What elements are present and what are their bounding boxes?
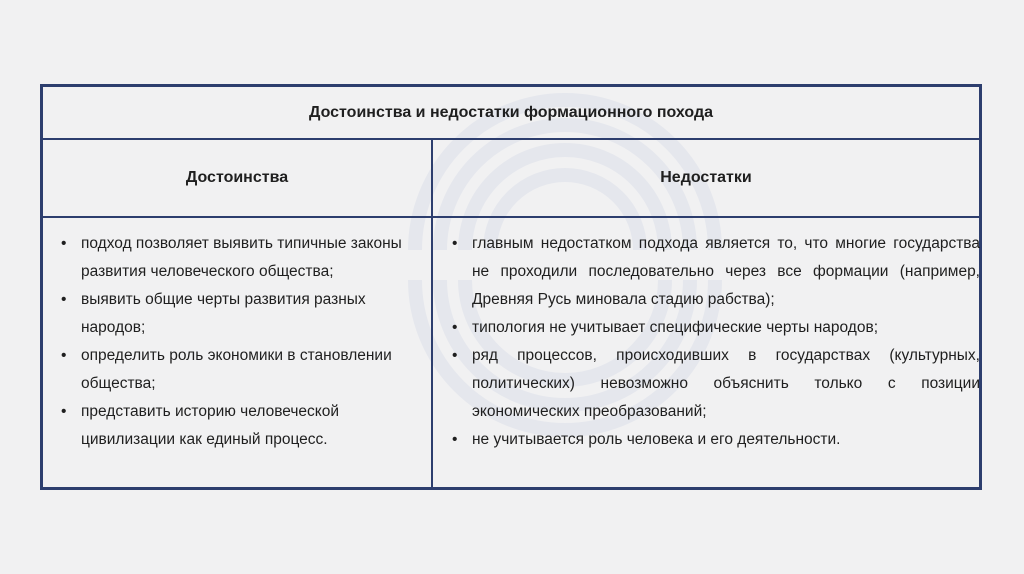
table-header-row <box>43 140 979 218</box>
advantage-item: • определить роль экономики в становлении общества; <box>57 342 419 398</box>
advantage-item: • выявить общие черты развития разных народов; <box>57 286 419 342</box>
advantage-item: • представить историю человеческой цивилизации как единый процесс. <box>57 398 419 454</box>
disadvantage-item: • ряд процессов, происходивших в государствах (культурных, политических) невозможно объяснить только с позиции экономических преобразований; <box>448 342 980 426</box>
column-header-advantages: Достоинства <box>185 169 289 186</box>
advantage-item: • подход позволяет выявить типичные законы развития человеческого общества; <box>57 230 419 286</box>
disadvantage-item: • типология не учитывает специфические черты народов; <box>448 314 980 342</box>
column-divider <box>431 140 433 487</box>
disadvantage-item: • главным недостатком подхода является то, что многие государства не проходили последовательно через все формации (например, Древняя Русь миновала стадию рабства); <box>448 230 980 314</box>
column-header-disadvantages: Недостатки <box>660 169 752 186</box>
advantages-cell <box>57 230 419 454</box>
disadvantage-item: • не учитывается роль человека и его деятельности. <box>448 426 980 454</box>
table-title: Достоинства и недостатки формационного похода <box>43 87 979 140</box>
advantages-list <box>57 230 419 454</box>
disadvantages-list <box>448 230 980 454</box>
comparison-table <box>40 84 982 490</box>
disadvantages-cell <box>448 230 980 454</box>
